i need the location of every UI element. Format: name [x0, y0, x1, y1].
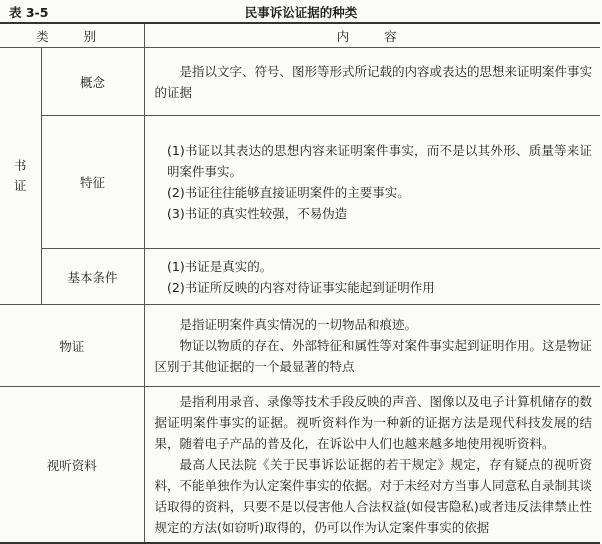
- category-shuzheng: 书 证: [0, 48, 41, 305]
- header-content: 内 容: [144, 23, 600, 48]
- content-jiben: (1)书证是真实的。 (2)书证所反映的内容对待证事实能起到证明作用: [144, 249, 600, 305]
- subcategory-jiben: 基本条件: [41, 249, 144, 305]
- table-row: [0, 305, 600, 387]
- content-gainian: 是指以文字、符号、图形等形式所记载的内容或表达的思想来证明案件事实的证据: [144, 48, 600, 116]
- content-tezheng: (1)书证以其表达的思想内容来证明案件事实，而不是以其外形、质量等来证明案件事实。 (2)书证往往能够直接证明案件的主要事实。 (3)书证的真实性较强，不易伪造: [144, 116, 600, 249]
- table-row: [0, 116, 600, 249]
- content-wuzheng: 是指证明案件真实情况的一切物品和痕迹。 物证以物质的存在、外部特征和属性等对案件事实起到证明作用。这是物证区别于其他证据的一个最显著的特点: [144, 305, 600, 387]
- evidence-table: [0, 22, 600, 544]
- table-row: [0, 387, 600, 544]
- subcategory-tezheng: 特征: [41, 116, 144, 249]
- table-caption: [0, 3, 602, 21]
- content-shiting: 是指利用录音、录像等技术手段反映的声音、图像以及电子计算机储存的数据证明案件事实的证据。视听资料作为一种新的证据方法是现代科技发展的结果，随着电子产品的普及化，在诉讼中人们也越来越多地使用视听资料。 最高人民法院《关于民事诉讼证据的若干规定》规定，存有疑点的视听资料，不能单独作为认定案件事实的依据。对于未经对方当事人同意私自录制其谈话取得的资料，只要不是以侵害他人合法权益(如侵害隐私)或者违反法律禁止性规定的方法(如窃听)取得的，仍可以作为认定案件事实的依据: [144, 387, 600, 544]
- header-row: [0, 23, 600, 48]
- table-row: [0, 48, 600, 116]
- header-category: 类 别: [0, 23, 144, 48]
- table-row: [0, 249, 600, 305]
- category-wuzheng: 物证: [0, 305, 144, 387]
- table-number: 表 3-5: [9, 5, 49, 20]
- category-shiting: 视听资料: [0, 387, 144, 544]
- table-title: 民事诉讼证据的种类: [244, 5, 358, 20]
- subcategory-gainian: 概念: [41, 48, 144, 116]
